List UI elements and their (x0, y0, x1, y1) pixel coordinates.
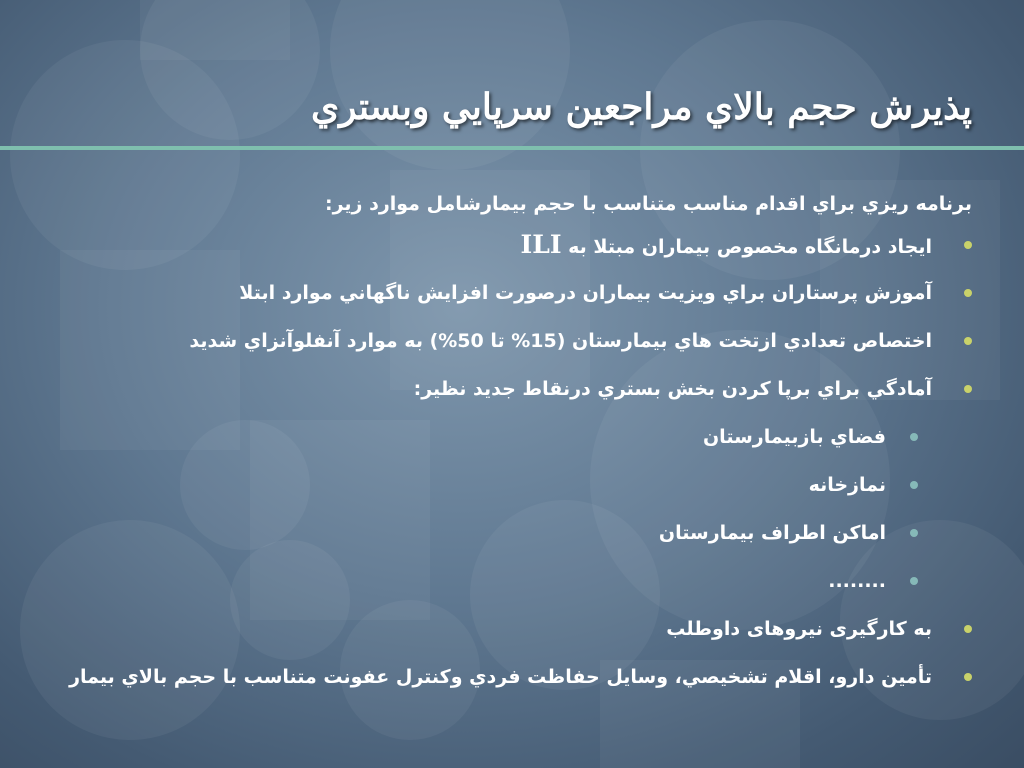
bullet-dot (964, 385, 972, 393)
sub-bullet-dot (910, 433, 918, 441)
sub-bullet-dot (910, 529, 918, 537)
sub-list-item-text: ........ (828, 570, 886, 592)
list-item-text: ايجاد درمانگاه مخصوص بيماران مبتلا به (568, 236, 932, 258)
list-item (42, 329, 972, 353)
bullet-dot (964, 337, 972, 345)
list-item-text: اختصاص تعدادي ازتخت هاي بيمارستان (15% تا 50%) به موارد آنفلوآنزاي شديد (189, 330, 932, 352)
sub-list-item (42, 473, 972, 497)
bullet-dot (964, 241, 972, 249)
sub-list-item (42, 425, 972, 449)
intro-text: برنامه ريزي براي اقدام مناسب متناسب با حجم بيمارشامل موارد زير: (324, 193, 972, 215)
list-item (42, 377, 972, 401)
list-item (42, 617, 972, 641)
sub-list-item (42, 569, 972, 593)
bullet-dot (964, 625, 972, 633)
list-item (42, 665, 972, 689)
list-item (42, 281, 972, 305)
slide-title: پذيرش حجم بالاي مراجعين سرپايي وبستري (310, 86, 972, 128)
ili-term: ILI (520, 230, 562, 259)
list-item-text: آموزش پرستاران براي ويزيت بيماران درصورت افزايش ناگهاني موارد ابتلا (239, 282, 932, 304)
sub-bullet-dot (910, 481, 918, 489)
sub-list-item-text: اماكن اطراف بيمارستان (658, 522, 886, 544)
slide-body (42, 192, 972, 713)
title-divider (0, 146, 1024, 150)
sub-list-item-text: نمازخانه (808, 474, 886, 496)
list-item-text: آمادگي براي برپا كردن بخش بستري درنقاط جديد نظير: (413, 378, 932, 400)
list-item-text: به کارگیری نیروهای داوطلب (666, 618, 932, 640)
list-item-text: تأمين دارو، اقلام تشخيصي، وسايل حفاظت فردي وكنترل عفونت متناسب با حجم بالاي بيمار (69, 666, 932, 688)
sub-list-item-text: فضاي بازبيمارستان (702, 426, 886, 448)
bullet-dot (964, 673, 972, 681)
list-item (42, 230, 972, 259)
sub-list-item (42, 521, 972, 545)
sub-bullet-dot (910, 577, 918, 585)
bullet-dot (964, 289, 972, 297)
